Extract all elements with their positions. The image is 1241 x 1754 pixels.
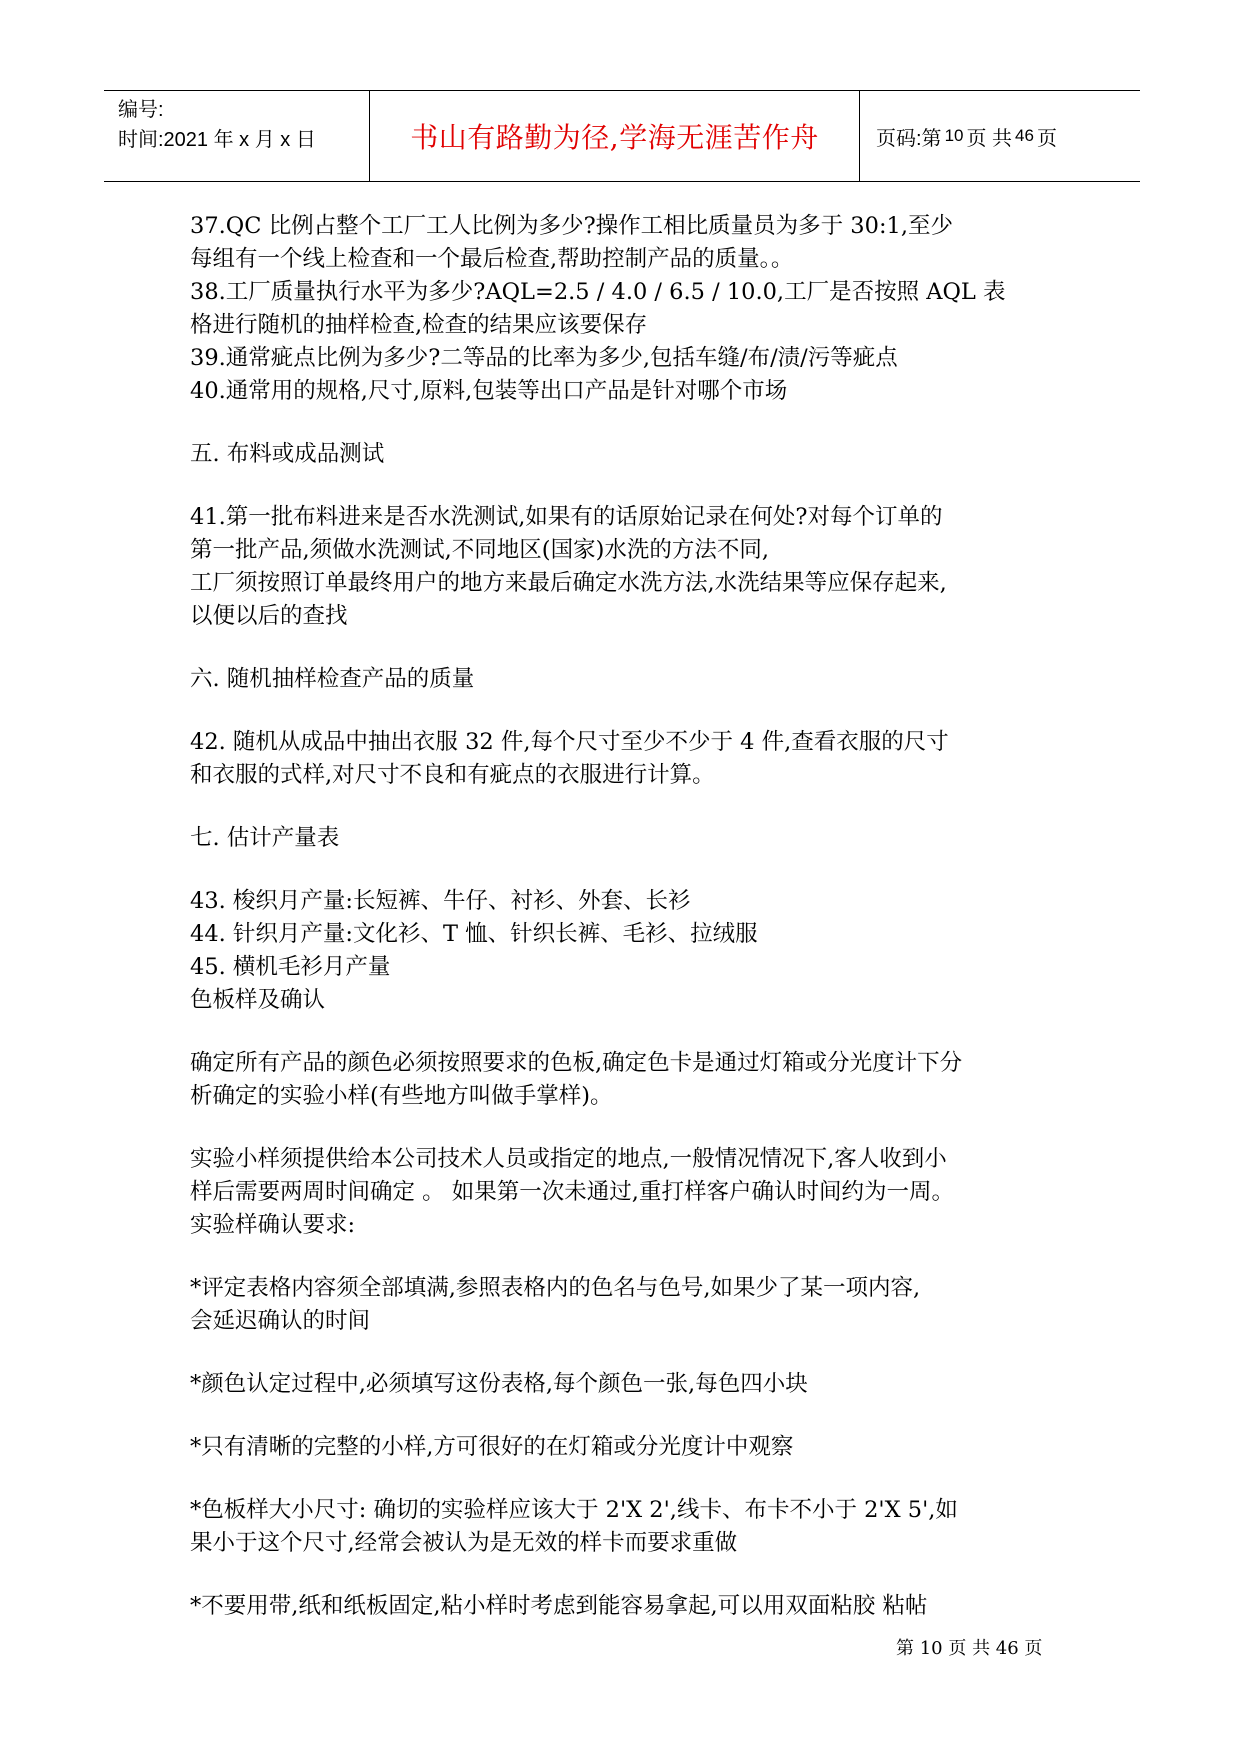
paragraph-spacer: [190, 792, 1070, 822]
body-line: 格进行随机的抽样检查,检查的结果应该要保存: [190, 312, 648, 338]
header-motto: 书山有路勤为径,学海无涯苦作舟: [370, 91, 860, 181]
body-line: 45. 横机毛衫月产量: [190, 954, 391, 980]
body-line: 五. 布料或成品测试: [190, 441, 385, 467]
body-line: 40.通常用的规格,尺寸,原料,包装等出口产品是针对哪个市场: [190, 378, 788, 404]
body-line: 果小于这个尺寸,经常会被认为是无效的样卡而要求重做: [190, 1530, 738, 1556]
page-current: 10: [944, 126, 964, 145]
body-line: 工厂须按照订单最终用户的地方来最后确定水洗方法,水洗结果等应保存起来,: [190, 570, 947, 596]
header-page-indicator: [860, 91, 1140, 181]
page-suffix: 页: [1036, 127, 1057, 150]
body-line: 38.工厂质量执行水平为多少?AQL=2.5 / 4.0 / 6.5 / 10.0,工厂是否按照 AQL 表: [190, 279, 1006, 305]
paragraph-spacer: [190, 1401, 1070, 1431]
body-line: *色板样大小尺寸: 确切的实验样应该大于 2'X 2',线卡、布卡不小于 2'X 5',如: [190, 1497, 958, 1523]
body-line: 42. 随机从成品中抽出衣服 32 件,每个尺寸至少不少于 4 件,查看衣服的尺寸: [190, 729, 949, 755]
page-total: 46: [1015, 126, 1034, 145]
paragraph-spacer: [190, 408, 1070, 438]
body-line: 43. 梭织月产量:长短裤、牛仔、衬衫、外套、长衫: [190, 888, 691, 914]
body-line: *评定表格内容须全部填满,参照表格内的色名与色号,如果少了某一项内容,: [190, 1275, 921, 1301]
paragraph-spacer: [190, 696, 1070, 726]
body-line: 析确定的实验小样(有些地方叫做手掌样)。: [190, 1083, 613, 1109]
paragraph-spacer: [190, 1242, 1070, 1272]
body-line: 确定所有产品的颜色必须按照要求的色板,确定色卡是通过灯箱或分光度计下分: [190, 1050, 963, 1076]
paragraph-spacer: [190, 1560, 1070, 1590]
body-line: 39.通常疵点比例为多少?二等品的比率为多少,包括车缝/布/渍/污等疵点: [190, 345, 898, 371]
page-prefix: 页码:第: [876, 127, 942, 150]
paragraph-spacer: [190, 1017, 1070, 1047]
body-line: 41.第一批布料进来是否水洗测试,如果有的话原始记录在何处?对每个订单的: [190, 504, 943, 530]
body-line: 和衣服的式样,对尺寸不良和有疵点的衣服进行计算。: [190, 762, 715, 788]
body-line: 每组有一个线上检查和一个最后检查,帮助控制产品的质量。。: [190, 246, 794, 272]
paragraph-spacer: [190, 1113, 1070, 1143]
paragraph-spacer: [190, 1338, 1070, 1368]
header-meta: [104, 91, 370, 181]
body-line: *只有清晰的完整的小样,方可很好的在灯箱或分光度计中观察: [190, 1434, 794, 1460]
body-line: 44. 针织月产量:文化衫、T 恤、针织长裤、毛衫、拉绒服: [190, 921, 758, 947]
body-line: 色板样及确认: [190, 987, 326, 1013]
paragraph-spacer: [190, 633, 1070, 663]
body-line: 37.QC 比例占整个工厂工人比例为多少?操作工相比质量员为多于 30:1,至少: [190, 213, 953, 239]
body-line: *不要用带,纸和纸板固定,粘小样时考虑到能容易拿起,可以用双面粘胶 粘帖: [190, 1593, 928, 1619]
body-line: 会延迟确认的时间: [190, 1308, 371, 1334]
body-line: 样后需要两周时间确定 。 如果第一次未通过,重打样客户确认时间约为一周。: [190, 1179, 954, 1205]
paragraph-spacer: [190, 1464, 1070, 1494]
body-line: *颜色认定过程中,必须填写这份表格,每个颜色一张,每色四小块: [190, 1371, 808, 1397]
body-line: 以便以后的查找: [190, 603, 348, 629]
paragraph-spacer: [190, 471, 1070, 501]
document-time: 时间:2021 年 x 月 x 日: [118, 129, 316, 151]
body-line: 实验样确认要求:: [190, 1212, 356, 1238]
body-line: 第一批产品,须做水洗测试,不同地区(国家)水洗的方法不同,: [190, 537, 770, 563]
body-line: 六. 随机抽样检查产品的质量: [190, 666, 475, 692]
page-footer: 第 10 页 共 46 页: [896, 1638, 1043, 1659]
body-line: 七. 估计产量表: [190, 825, 340, 851]
document-number-label: 编号:: [118, 99, 164, 121]
page-mid: 页 共: [966, 127, 1013, 150]
body-line: 实验小样须提供给本公司技术人员或指定的地点,一般情况情况下,客人收到小: [190, 1146, 947, 1172]
document-body: [190, 210, 1070, 1623]
page-header: [104, 90, 1140, 182]
paragraph-spacer: [190, 855, 1070, 885]
